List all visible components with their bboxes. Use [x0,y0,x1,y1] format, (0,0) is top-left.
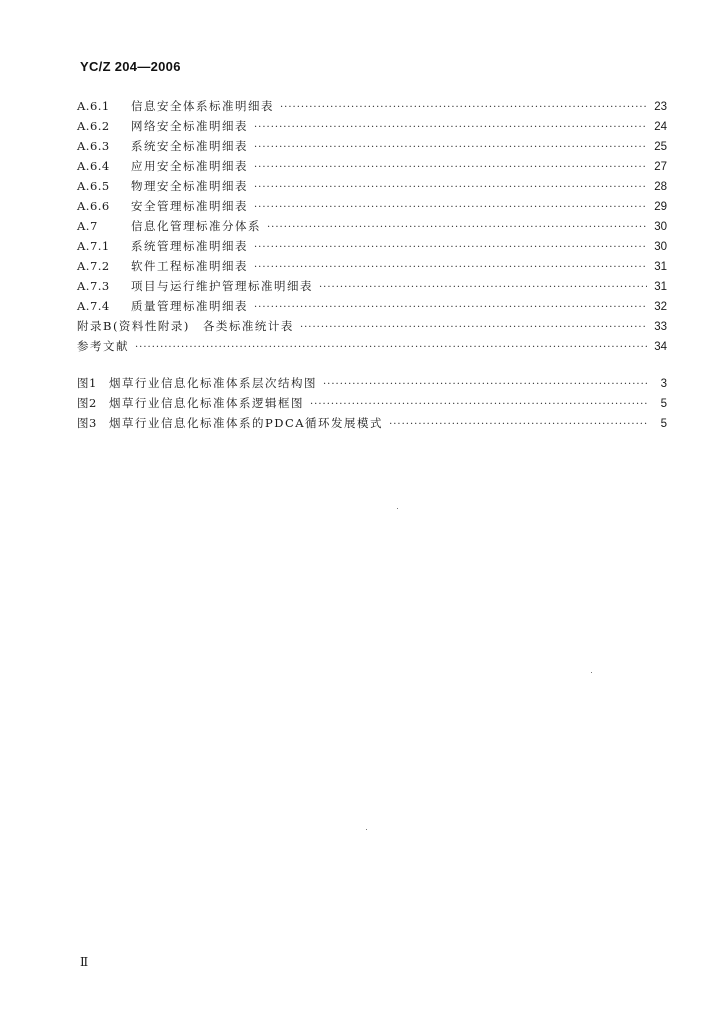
toc-entry[interactable] [77,336,667,356]
leader-dots [389,415,647,435]
entry-page-number: 29 [654,201,667,213]
leader-dots [323,375,647,395]
leader-dots [254,198,647,218]
figure-entry[interactable] [77,413,667,433]
entry-page-number: 5 [660,418,667,430]
leader-dots [254,238,647,258]
toc-entry[interactable] [77,256,667,276]
toc-entry[interactable] [77,96,667,116]
entry-title: 应用安全标准明细表 [131,159,248,173]
toc-entry[interactable] [77,316,667,336]
leader-dots [267,218,647,238]
leader-dots [319,278,647,298]
entry-title: 参考文献 [77,339,129,353]
page-number-footer: Ⅱ [80,955,89,969]
entry-page-number: 24 [654,121,667,133]
entry-number: A.6.6 [77,199,110,213]
leader-dots [254,298,647,318]
entry-page-number: 5 [660,398,667,410]
entry-page-number: 34 [654,341,667,353]
leader-dots [310,395,647,415]
entry-number: A.7.4 [77,299,110,313]
entry-page-number: 31 [654,261,667,273]
standard-code-header: YC/Z 204—2006 [80,59,181,74]
toc-entry[interactable] [77,196,667,216]
leader-dots [280,98,647,118]
toc-entry[interactable] [77,296,667,316]
leader-dots [135,338,647,358]
entry-page-number: 30 [654,241,667,253]
entry-page-number: 33 [654,321,667,333]
entry-title: 安全管理标准明细表 [131,199,248,213]
entry-page-number: 25 [654,141,667,153]
entry-title: 烟草行业信息化标准体系层次结构图 [109,376,317,390]
entry-number: 图1 [77,376,97,390]
entry-page-number: 23 [654,101,667,113]
figure-entry[interactable] [77,393,667,413]
toc-entry[interactable] [77,176,667,196]
leader-dots [254,118,647,138]
entry-title: 烟草行业信息化标准体系的PDCA循环发展模式 [109,416,384,430]
entry-title: 网络安全标准明细表 [131,119,248,133]
toc-entry[interactable] [77,236,667,256]
entry-title: 烟草行业信息化标准体系逻辑框图 [109,396,304,410]
entry-number: 图3 [77,416,97,430]
entry-number: A.7 [77,219,98,233]
scan-speck [591,672,592,673]
entry-number: A.7.3 [77,279,110,293]
entry-number: A.7.1 [77,239,110,253]
entry-page-number: 30 [654,221,667,233]
entry-page-number: 27 [654,161,667,173]
leader-dots [300,318,647,338]
toc-entry[interactable] [77,156,667,176]
entry-title: 质量管理标准明细表 [131,299,248,313]
entry-number: A.6.5 [77,179,110,193]
leader-dots [254,258,647,278]
entry-title: 系统管理标准明细表 [131,239,248,253]
entry-number: A.6.4 [77,159,110,173]
entry-title: 项目与运行维护管理标准明细表 [131,279,313,293]
toc-entry[interactable] [77,116,667,136]
entry-number: A.7.2 [77,259,110,273]
entry-number: 图2 [77,396,97,410]
toc-entry[interactable] [77,276,667,296]
figure-entry[interactable] [77,373,667,393]
entry-page-number: 28 [654,181,667,193]
entry-title: 系统安全标准明细表 [131,139,248,153]
leader-dots [254,158,647,178]
entry-title: 附录B(资料性附录) 各类标准统计表 [77,319,294,333]
entry-number: A.6.1 [77,99,110,113]
entry-title: 软件工程标准明细表 [131,259,248,273]
leader-dots [254,178,647,198]
leader-dots [254,138,647,158]
entry-number: A.6.2 [77,119,110,133]
toc-entry[interactable] [77,216,667,236]
entry-page-number: 31 [654,281,667,293]
entry-page-number: 32 [654,301,667,313]
entry-title: 物理安全标准明细表 [131,179,248,193]
entry-title: 信息安全体系标准明细表 [131,99,274,113]
toc-entry[interactable] [77,136,667,156]
scan-speck [397,508,398,509]
entry-title: 信息化管理标准分体系 [131,219,261,233]
figure-list [77,373,667,433]
scan-speck [366,829,367,830]
entry-page-number: 3 [660,378,667,390]
table-of-contents [77,96,667,356]
entry-number: A.6.3 [77,139,110,153]
